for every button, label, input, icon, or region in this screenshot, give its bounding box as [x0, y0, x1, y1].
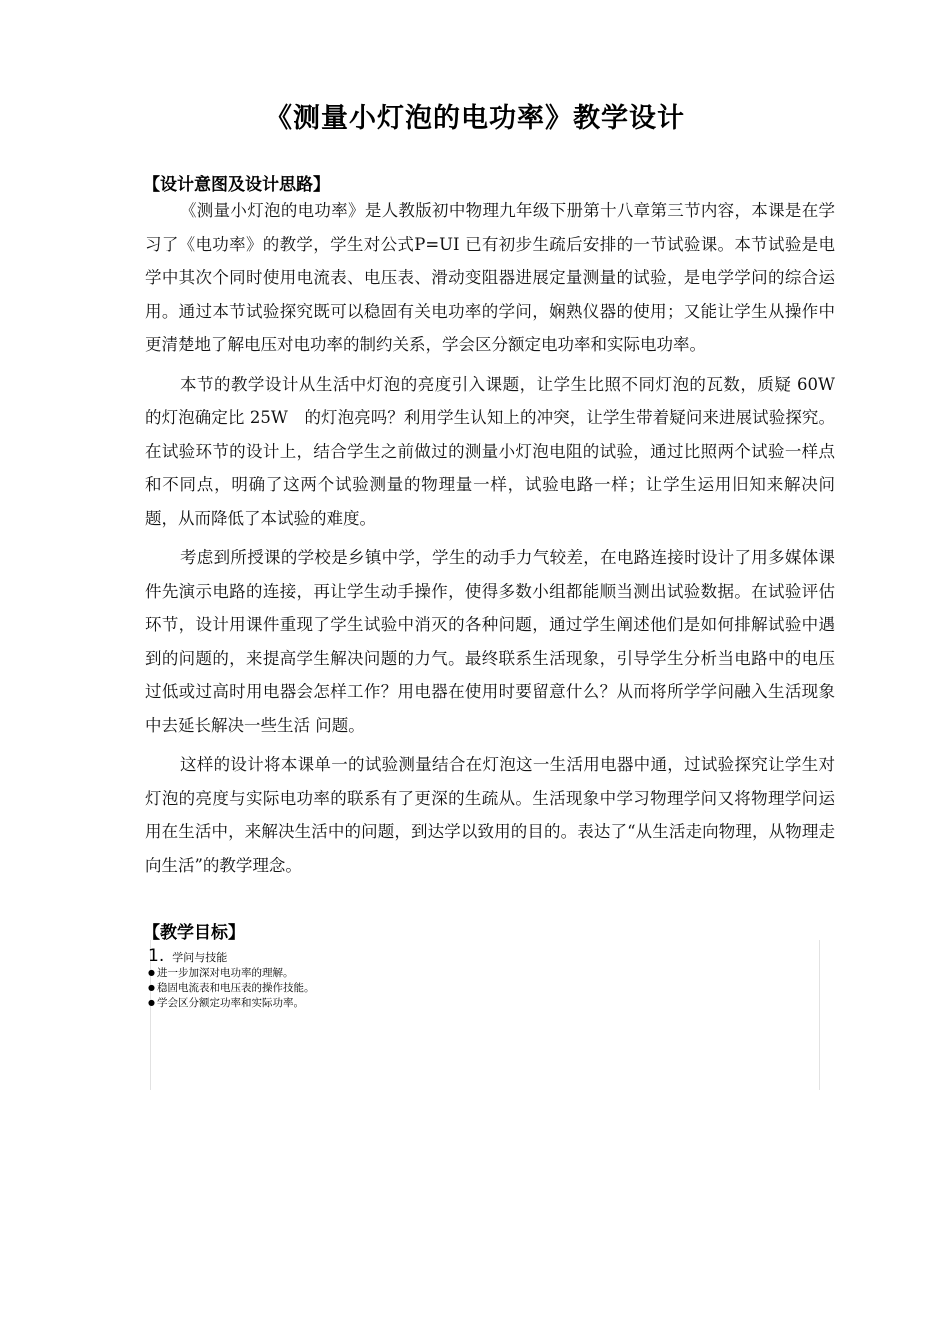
goal-list — [148, 966, 314, 1011]
paragraph: 这样的设计将本课单一的试验测量结合在灯泡这一生活用电器中通，过试验探究让学生对灯泡的亮度与实际电功率的联系有了更深的生疏从。生活现象中学习物理学问又将物理学问运用在生活中，来解决生活中的问题，到达学以致用的目的。表达了“从生活走向物理，从物理走向生活”的教学理念。 — [145, 755, 835, 875]
goals-box — [150, 940, 820, 1090]
section-heading-design-intent: 【设计意图及设计思路】 — [143, 175, 330, 195]
section-heading-teaching-goals: 【教学目标】 — [143, 923, 245, 943]
paragraph: 考虑到所授课的学校是乡镇中学，学生的动手力气较差，在电路连接时设计了用多媒体课件先演示电路的连接，再让学生动手操作，使得多数小组都能顺当测出试验数据。在试验评估环节，设计用课件重现了学生试验中消灭的各种问题，通过学生阐述他们是如何排解试验中遇到的问题的，来提高学生解决问题的力气。最终联系生活现象，引导学生分析当电路中的电压过低或过高时用电器会怎样工作？用电器在使用时要留意什么？从而将所学学问融入生活现象中去延长解决一些生活 问题。 — [145, 548, 835, 735]
list-item: ● 稳固电流表和电压表的操作技能。 — [148, 981, 314, 996]
list-item: ● 学会区分额定功率和实际功率。 — [148, 996, 314, 1011]
paragraph: 本节的教学设计从生活中灯泡的亮度引入课题，让学生比照不同灯泡的瓦数，质疑 60W 的灯泡确定比 25W 的灯泡亮吗？利用学生认知上的冲突，让学生带着疑问来进展试验探究。 在试验环节的设计上，结合学生之前做过的测量小灯泡电阻的试验，通过比照两个试验一样点和不同点，明确了这两个试验测量的物理量一样，试验电路一样；让学生运用旧知来解决问题，从而降低了本试验的难度。 — [145, 374, 852, 528]
document-title: 《测量小灯泡的电功率》教学设计 — [265, 103, 685, 134]
document-body — [145, 194, 852, 888]
paragraph: 《测量小灯泡的电功率》是人教版初中物理九年级下册第十八章第三节内容，本课是在学习了《电功率》的教学，学生对公式P=UI 已有初步生疏后安排的一节试验课。本节试验是电学中其次个同时使用电流表、电压表、滑动变阻器进展定量测量的试验，是电学学问的综合运用。通过本节试验探究既可以稳固有关电功率的学问，娴熟仪器的使用；又能让学生从操作中更清楚地了解电压对电功率的制约关系，学会区分额定电功率和实际电功率。 — [145, 201, 835, 354]
goal-label: 学问与技能 — [172, 951, 228, 964]
list-item: ● 进一步加深对电功率的理解。 — [148, 966, 314, 981]
goal-group-header — [148, 946, 227, 966]
goal-number: 1. — [148, 946, 165, 966]
